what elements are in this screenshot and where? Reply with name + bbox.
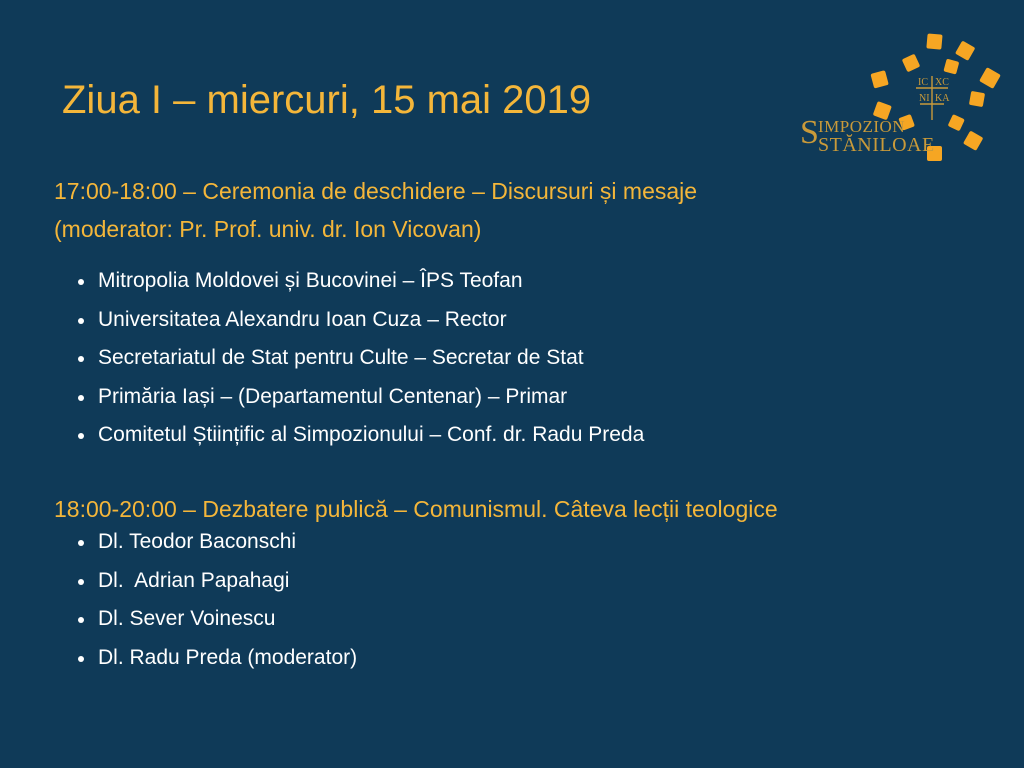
logo-square [926,33,942,49]
logo-square [943,59,959,75]
section1-heading-line1: 17:00-18:00 – Ceremonia de deschidere – Discursuri și mesaje [54,178,698,204]
section2-heading: 18:00-20:00 – Dezbatere publică – Comunismul. Câteva lecții teologice [54,496,778,522]
logo-line1: IMPOZION [818,117,906,136]
logo-square [870,70,888,88]
section1-heading [54,172,844,248]
list-item: Primăria Iași – (Departamentul Centenar) – Primar [74,378,644,417]
logo-square [963,130,983,150]
emblem-ic: IC [918,77,928,88]
emblem-ka: KA [935,93,950,104]
list-item: Universitatea Alexandru Ioan Cuza – Rector [74,301,644,340]
list-item: Dl. Adrian Papahagi [74,562,357,601]
logo-square [979,67,1001,89]
list-item: Mitropolia Moldovei și Bucovinei – ÎPS Teofan [74,262,644,301]
list-item: Secretariatul de Stat pentru Culte – Secretar de Stat [74,339,644,378]
logo-initial: S [800,114,819,151]
slide-title: Ziua I – miercuri, 15 mai 2019 [62,78,592,122]
list-item: Dl. Teodor Baconschi [74,523,357,562]
logo-square [902,54,921,73]
list-item: Dl. Radu Preda (moderator) [74,639,357,678]
logo-wordmark [800,114,935,156]
logo-square [948,114,965,131]
emblem-xc: XC [935,77,949,88]
section2-list [74,523,357,677]
list-item: Dl. Sever Voinescu [74,600,357,639]
list-item: Comitetul Științific al Simpozionului – Conf. dr. Radu Preda [74,416,644,455]
section1-list [74,262,644,455]
logo-square [969,91,985,107]
section1-heading-line2: (moderator: Pr. Prof. univ. dr. Ion Vicovan) [54,216,482,242]
logo-line2: STĂNILOAE [818,134,935,156]
emblem-ni: NI [919,93,930,104]
logo-square [955,40,975,60]
